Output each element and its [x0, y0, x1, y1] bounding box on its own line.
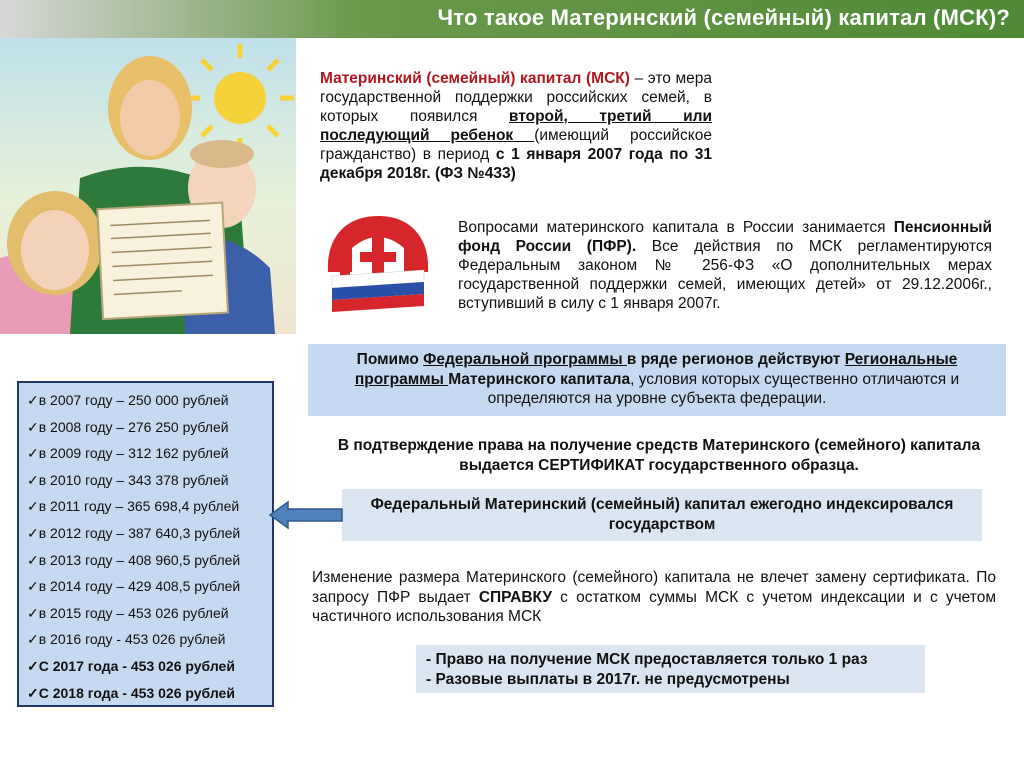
change-text-2: с остатком суммы МСК с учетом индексации и с учетом частичного использования МСК [312, 588, 996, 625]
list-item: ✓в 2012 году – 387 640,3 рублей [27, 524, 241, 541]
regional-programs-box [308, 344, 1006, 416]
change-text-1: Изменение размера Материнского (семейного) капитала не влечет замену сертификата. По запросу ПФР выдает [312, 569, 996, 606]
list-item: ✓в 2009 году – 312 162 рублей [27, 445, 229, 462]
pfr-text-1: Вопросами материнского капитала в России занимается [458, 219, 894, 236]
left-arrow-icon [268, 500, 344, 530]
note-line-1: - Право на получение МСК предоставляется только 1 раз [426, 651, 868, 668]
list-item: ✓в 2007 году – 250 000 рублей [27, 392, 229, 408]
page-title: Что такое Материнский (семейный) капитал (МСК)? [437, 5, 1010, 30]
list-item: ✓С 2018 года - 453 026 рублей [27, 684, 235, 701]
list-item: ✓в 2014 году – 429 408,5 рублей [27, 578, 241, 595]
definition-paragraph [320, 69, 712, 183]
family-photo [0, 38, 296, 334]
note-line-2: - Разовые выплаты в 2017г. не предусмотрены [426, 671, 790, 688]
check-icon: ✓ [27, 551, 39, 568]
definition-period: с 1 января 2007 года по 31 декабря 2018г. (ФЗ №433) [320, 146, 713, 182]
check-icon: ✓ [27, 471, 39, 488]
check-icon: ✓ [27, 445, 39, 462]
notes-box [416, 645, 925, 693]
indexation-text: Федеральный Материнский (семейный) капитал ежегодно индексировался государством [370, 496, 954, 533]
pfr-logo-icon [322, 212, 434, 314]
pfr-paragraph [458, 218, 992, 313]
change-paragraph [312, 568, 996, 627]
check-icon: ✓ [27, 524, 39, 541]
amounts-list [19, 383, 272, 706]
federal-program-link: Федеральной программы [423, 351, 627, 368]
regional-text-3: Материнского капитала [448, 370, 631, 388]
regional-paragraph [308, 344, 1006, 409]
certificate-text: В подтверждение права на получение средств Материнского (семейного) капитала выдается СЕРТИФИКАТ государственного образца. [337, 437, 981, 474]
definition-emphasis: второй, третий или последующий ребенок [320, 108, 712, 144]
list-item: ✓в 2011 году – 365 698,4 рублей [27, 498, 240, 515]
amounts-box [17, 381, 274, 707]
list-item: ✓в 2010 году – 343 378 рублей [27, 471, 229, 488]
regional-program-link: Региональные программы [354, 351, 958, 388]
definition-text-1: – это мера государственной поддержки российских семей, в которых появился [320, 70, 713, 125]
regional-text-2: в ряде регионов действуют [626, 351, 845, 368]
change-highlight: СПРАВКУ [478, 588, 553, 606]
check-icon: ✓ [27, 631, 39, 648]
check-icon: ✓ [27, 392, 39, 408]
check-icon: ✓ [27, 604, 39, 621]
definition-text-2: (имеющий российское гражданство) в период [320, 127, 712, 163]
check-icon: ✓ [27, 657, 39, 674]
list-item: ✓в 2016 году - 453 026 рублей [27, 631, 226, 648]
check-icon: ✓ [27, 498, 39, 515]
check-icon: ✓ [27, 578, 39, 595]
list-item: ✓в 2008 году – 276 250 рублей [27, 418, 229, 435]
regional-text-4: , условия которых существенно отличаются и определяются на уровне субъекта федерации. [487, 370, 960, 407]
definition-term: Материнский (семейный) капитал (МСК) [320, 70, 630, 87]
list-item: ✓в 2015 году – 453 026 рублей [27, 604, 229, 621]
pfr-fund-name: Пенсионный фонд России (ПФР). [458, 219, 992, 255]
list-item: ✓в 2013 году – 408 960,5 рублей [27, 551, 241, 568]
check-icon: ✓ [27, 684, 39, 701]
indexation-box [342, 489, 982, 541]
regional-text-1: Помимо [356, 351, 424, 368]
check-icon: ✓ [27, 418, 39, 435]
list-item: ✓С 2017 года - 453 026 рублей [27, 657, 235, 674]
pfr-text-2: Все действия по МСК регламентируются Федеральным законом № 256-ФЗ «О дополнительных мерах государственной поддержки семей, имеющих детей» от 29.12.2006г., вступивший в силу с 1 января 2007г. [458, 238, 992, 312]
title-bar [0, 0, 1024, 38]
